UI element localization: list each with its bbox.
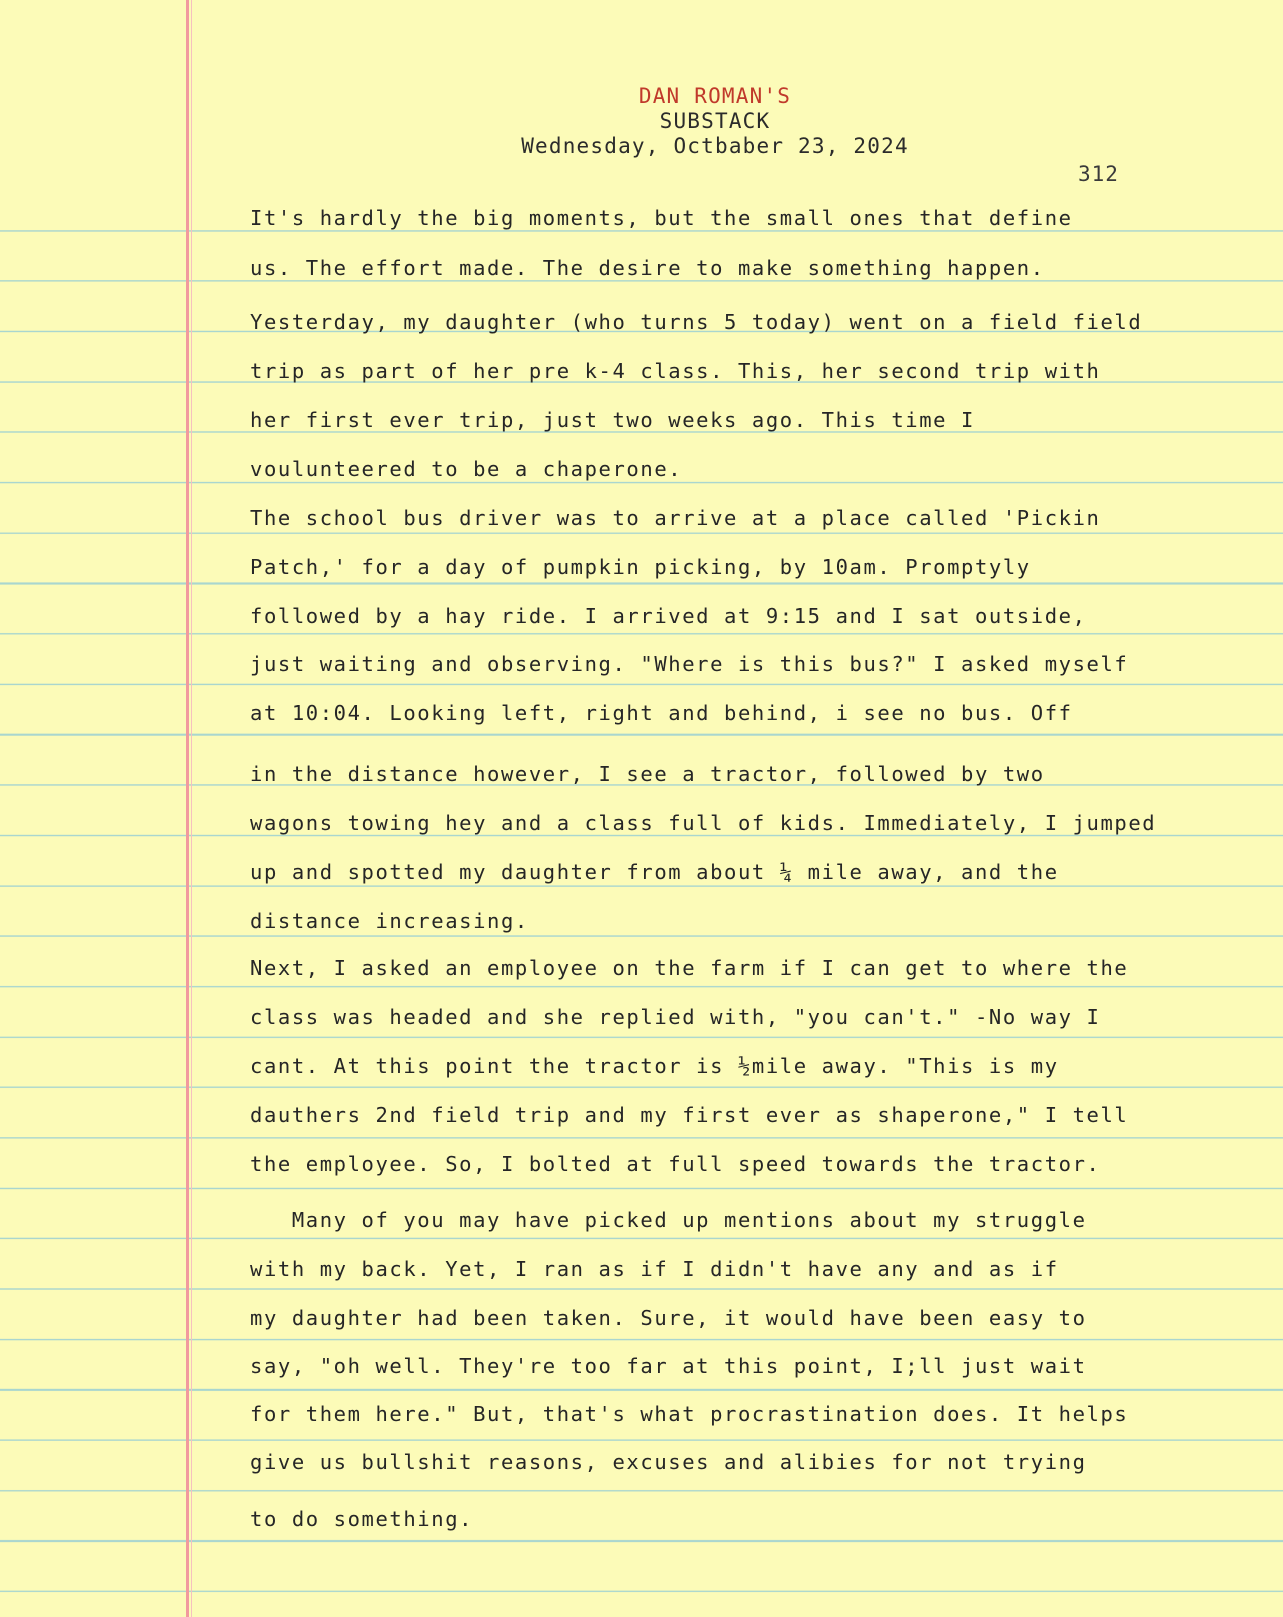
body-line: dauthers 2nd field trip and my first ever as shaperone," I tell (250, 1103, 1129, 1127)
body-line: for them here." But, that's what procrastination does. It helps (250, 1402, 1129, 1426)
body-line: Many of you may have picked up mentions about my struggle (250, 1208, 1087, 1232)
body-line: distance increasing. (250, 909, 529, 933)
body-line: us. The effort made. The desire to make something happen. (250, 256, 1045, 280)
body-line: followed by a hay ride. I arrived at 9:15 and I sat outside, (250, 604, 1087, 628)
publication-heading: SUBSTACK (659, 109, 771, 133)
body-line: give us bullshit reasons, excuses and alibies for not trying (250, 1450, 1087, 1474)
body-line: just waiting and observing. "Where is this bus?" I asked myself (250, 652, 1129, 676)
body-line: Patch,' for a day of pumpkin picking, by 10am. Promptyly (250, 555, 1031, 579)
body-line: The school bus driver was to arrive at a place called 'Pickin (250, 506, 1101, 530)
body-line: voulunteered to be a chaperone. (250, 457, 683, 481)
body-line: Yesterday, my daughter (who turns 5 today) went on a field field (250, 310, 1143, 334)
body-line: cant. At this point the tractor is ½mile away. "This is my (250, 1054, 1059, 1078)
body-line: with my back. Yet, I ran as if I didn't have any and as if (250, 1257, 1059, 1281)
page-number: 312 (1078, 162, 1119, 186)
author-heading: DAN ROMAN'S (638, 84, 792, 108)
body-line: up and spotted my daughter from about ¼ mile away, and the (250, 860, 1059, 884)
margin-line (186, 0, 189, 1617)
margin-line-shadow (191, 0, 192, 1617)
body-line: my daughter had been taken. Sure, it would have been easy to (250, 1306, 1087, 1330)
body-line: class was headed and she replied with, "you can't." -No way I (250, 1005, 1101, 1029)
body-line: at 10:04. Looking left, right and behind, i see no bus. Off (250, 701, 1073, 725)
body-line: Next, I asked an employee on the farm if I can get to where the (250, 956, 1129, 980)
body-line: her first ever trip, just two weeks ago. This time I (250, 408, 975, 432)
body-line: to do something. (250, 1507, 474, 1531)
date-heading: Wednesday, Octbaber 23, 2024 (521, 134, 909, 158)
body-line: in the distance however, I see a tractor, followed by two (250, 762, 1045, 786)
body-line: trip as part of her pre k-4 class. This, her second trip with (250, 359, 1101, 383)
body-line: wagons towing hey and a class full of kids. Immediately, I jumped (250, 811, 1157, 835)
body-line: It's hardly the big moments, but the small ones that define (250, 206, 1073, 230)
body-line: the employee. So, I bolted at full speed towards the tractor. (250, 1152, 1101, 1176)
body-line: say, "oh well. They're too far at this point, I;ll just wait (250, 1354, 1087, 1378)
